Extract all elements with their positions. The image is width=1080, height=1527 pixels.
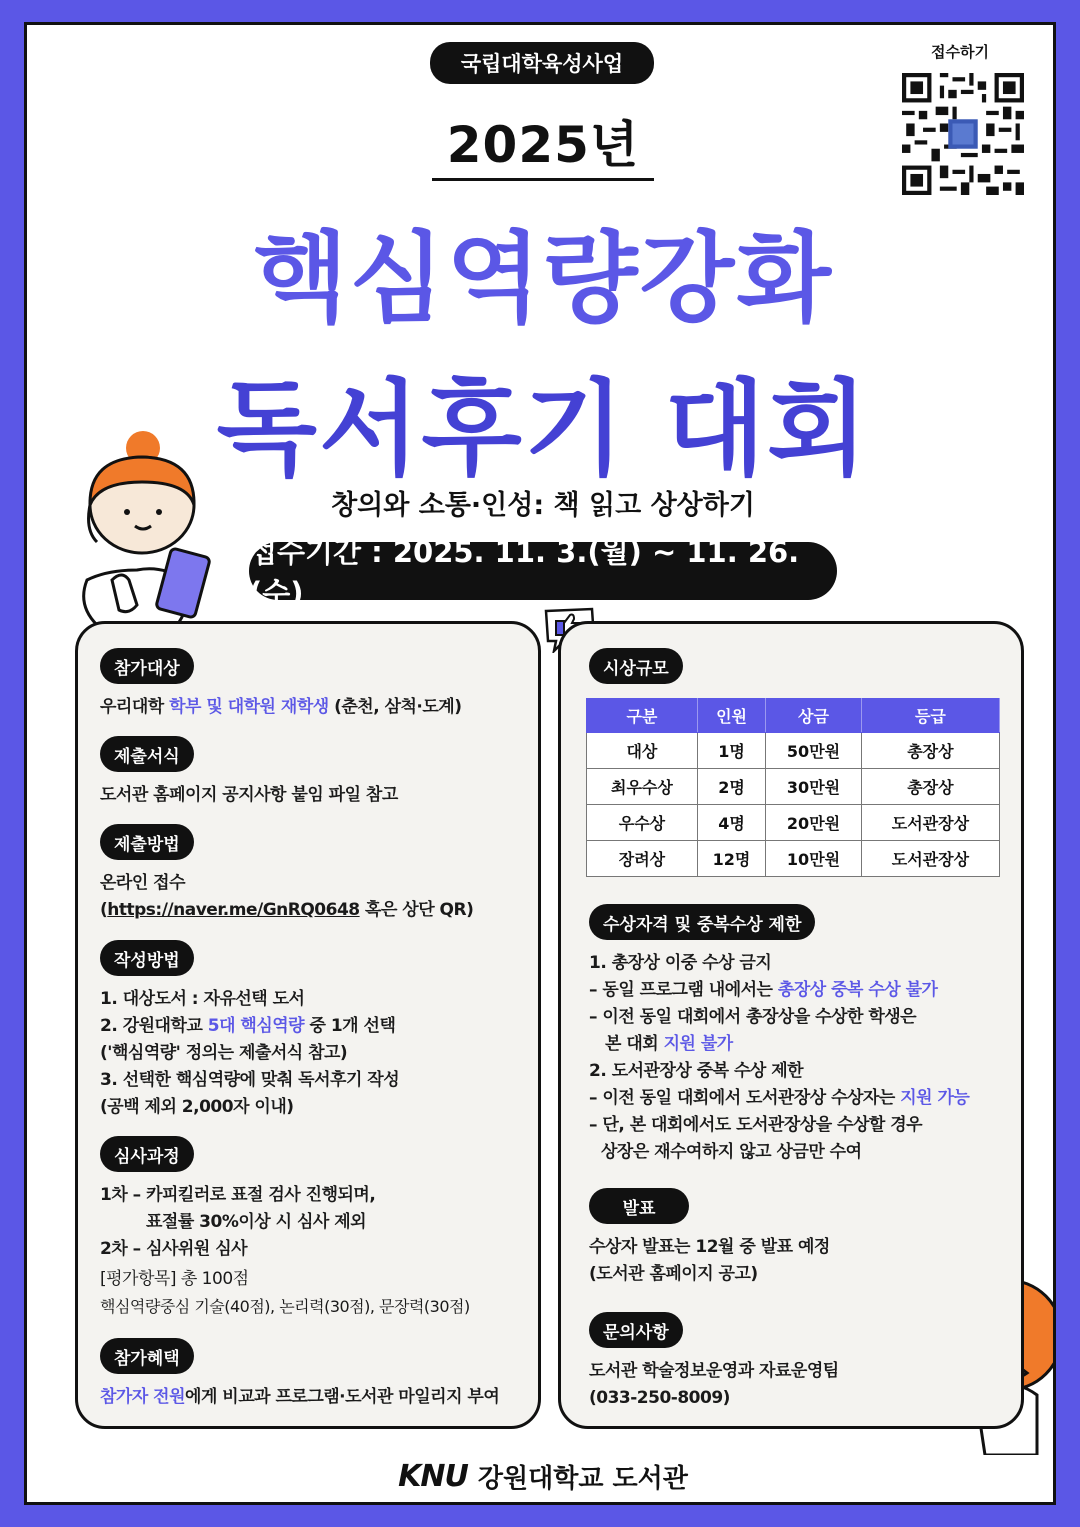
- prize-cell: 도서관장상: [861, 841, 999, 877]
- title-line-1: 핵심역량강화: [252, 222, 833, 336]
- review-line-4: [평가항목] 총 100점: [100, 1269, 249, 1289]
- prize-col-header: 등급: [861, 699, 999, 733]
- prize-cell: 최우수상: [587, 769, 698, 805]
- table-row: [587, 841, 1000, 877]
- method-tag: 제출방법: [100, 824, 194, 860]
- eligibility-tag: 참가대상: [100, 648, 194, 684]
- announce-tag: 발표: [589, 1188, 689, 1224]
- prize-cell: 우수상: [587, 805, 698, 841]
- table-row: [587, 733, 1000, 769]
- subtitle: 창의와 소통·인성: 책 읽고 상상하기: [331, 490, 755, 521]
- limits-tag: 수상자격 및 중복수상 제한: [589, 904, 815, 940]
- prize-cell: 대상: [587, 733, 698, 769]
- method-line-1: 온라인 접수: [100, 873, 186, 893]
- writing-line-1: 1. 대상도서 : 자유선택 도서: [100, 989, 305, 1009]
- limits-line-5: 2. 도서관장상 중복 수상 제한: [589, 1061, 804, 1081]
- prize-cell: 12명: [697, 841, 765, 877]
- prize-cell: 30만원: [766, 769, 862, 805]
- review-line-5: 핵심역량중심 기술(40점), 논리력(30점), 문장력(30점): [100, 1297, 470, 1316]
- year-underline: [432, 178, 654, 181]
- method-line-2: (https://naver.me/GnRQ0648 혹은 상단 QR): [100, 900, 474, 920]
- prize-tag: 시상규모: [589, 648, 683, 684]
- prize-table: [586, 698, 1000, 877]
- limits-line-3: – 이전 동일 대회에서 총장상을 수상한 학생은: [589, 1007, 917, 1027]
- table-row: [587, 805, 1000, 841]
- limits-line-7: – 단, 본 대회에서도 도서관장상을 수상할 경우: [589, 1115, 923, 1135]
- girl-character-illustration: [67, 430, 217, 630]
- program-badge: 국립대학육성사업: [430, 42, 654, 84]
- prize-cell: 10만원: [766, 841, 862, 877]
- eligibility-text: 우리대학 학부 및 대학원 재학생 (춘천, 삼척·도계): [100, 697, 462, 717]
- prize-cell: 20만원: [766, 805, 862, 841]
- qr-code-icon[interactable]: [902, 73, 1024, 195]
- title-line-2: 독서후기 대회: [216, 368, 870, 490]
- announce-line-2: (도서관 홈페이지 공고): [589, 1264, 758, 1284]
- format-tag: 제출서식: [100, 736, 194, 772]
- poster: [24, 22, 1056, 1505]
- benefit-text: 참가자 전원에게 비교과 프로그램·도서관 마일리지 부여: [100, 1387, 500, 1407]
- writing-line-4: 3. 선택한 핵심역량에 맞춰 독서후기 작성: [100, 1070, 400, 1090]
- writing-line-5: (공백 제외 2,000자 이내): [100, 1097, 294, 1117]
- prize-cell: 2명: [697, 769, 765, 805]
- limits-line-6: – 이전 동일 대회에서 도서관장상 수상자는 지원 가능: [589, 1088, 970, 1108]
- footer: [27, 1458, 1056, 1495]
- submission-url-link[interactable]: https://naver.me/GnRQ0648: [107, 900, 360, 920]
- table-row: [587, 769, 1000, 805]
- prize-cell: 4명: [697, 805, 765, 841]
- writing-tag: 작성방법: [100, 940, 194, 976]
- prize-cell: 50만원: [766, 733, 862, 769]
- prize-col-header: 인원: [697, 699, 765, 733]
- submission-period: 접수기간 : 2025. 11. 3.(월) ~ 11. 26.(수): [249, 542, 837, 600]
- left-info-panel: [75, 621, 541, 1429]
- limits-line-4: 본 대회 지원 불가: [605, 1034, 733, 1054]
- prize-cell: 도서관장상: [861, 805, 999, 841]
- contact-line-2: (033-250-8009): [589, 1388, 730, 1408]
- footer-library-name: 강원대학교 도서관: [477, 1464, 688, 1494]
- writing-line-2: 2. 강원대학교 5대 핵심역량 중 1개 선택: [100, 1016, 396, 1036]
- prize-cell: 장려상: [587, 841, 698, 877]
- review-line-2: 표절률 30%이상 시 심사 제외: [146, 1212, 367, 1232]
- limits-line-1: 1. 총장상 이중 수상 금지: [589, 953, 772, 973]
- prize-cell: 총장상: [861, 769, 999, 805]
- limits-line-8: 상장은 재수여하지 않고 상금만 수여: [601, 1142, 862, 1162]
- review-line-1: 1차 – 카피킬러로 표절 검사 진행되며,: [100, 1185, 376, 1205]
- writing-line-3: ('핵심역량' 정의는 제출서식 참고): [100, 1043, 348, 1063]
- qr-label: 접수하기: [931, 43, 989, 61]
- review-line-3: 2차 – 심사위원 심사: [100, 1239, 248, 1259]
- benefit-tag: 참가혜택: [100, 1338, 194, 1374]
- review-tag: 심사과정: [100, 1136, 194, 1172]
- prize-cell: 총장상: [861, 733, 999, 769]
- knu-logo: KNU: [398, 1459, 468, 1494]
- contact-tag: 문의사항: [589, 1312, 683, 1348]
- prize-cell: 1명: [697, 733, 765, 769]
- contact-line-1: 도서관 학술정보운영과 자료운영팀: [589, 1361, 839, 1381]
- right-info-panel: [558, 621, 1024, 1429]
- prize-col-header: 상금: [766, 699, 862, 733]
- limits-line-2: – 동일 프로그램 내에서는 총장상 중복 수상 불가: [589, 980, 938, 1000]
- format-text: 도서관 홈페이지 공지사항 붙임 파일 참고: [100, 785, 398, 805]
- prize-col-header: 구분: [587, 699, 698, 733]
- year-heading: 2025년: [446, 116, 640, 174]
- announce-line-1: 수상자 발표는 12월 중 발표 예정: [589, 1237, 830, 1257]
